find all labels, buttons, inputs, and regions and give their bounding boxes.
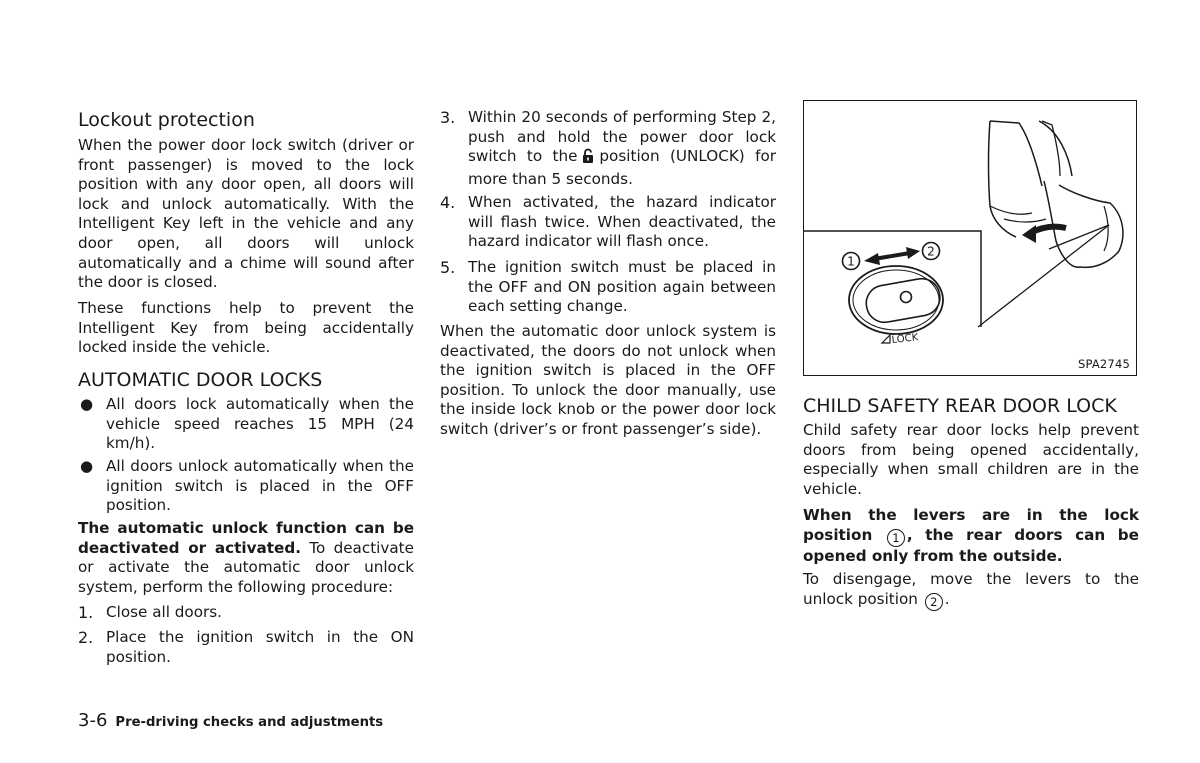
disengage-paragraph: To disengage, move the levers to the unlock position 2 .	[803, 570, 1139, 609]
bullet-item: ● All doors unlock automatically when the ignition switch is placed in the OFF position.	[80, 457, 414, 515]
lockout-heading: Lockout protection	[78, 109, 255, 131]
manual-unlock-paragraph: When the automatic door unlock system is deactivated, the doors do not unlock when the ignition switch is placed in the OFF position. To unlock the door manually, use the inside lock knob or the power door lock switch (driver’s or front passenger’s side).	[440, 322, 776, 438]
callout-2-inline: 2	[925, 593, 943, 611]
section-title: Pre-driving checks and adjustments	[115, 715, 384, 730]
callout-2: 2	[927, 244, 935, 259]
bullet-item: ● All doors lock automatically when the vehicle speed reaches 15 MPH (24 km/h).	[80, 395, 414, 453]
step-item: 5. The ignition switch must be placed in the OFF and ON position again between each setting change.	[440, 258, 776, 316]
step-item: 3. Within 20 seconds of performing Step 2, push and hold the power door lock switch to the position (UNLOCK) for more than 5 seconds.	[440, 108, 776, 188]
bullet-dot-icon: ●	[80, 457, 94, 475]
callout-1: 1	[847, 254, 855, 269]
page-number: 3-6	[78, 710, 108, 731]
child-safety-paragraph: Child safety rear door locks help prevent doors from being opened accidentally, especially when small children are in the vehicle.	[803, 421, 1139, 498]
bullet-dot-icon: ●	[80, 395, 94, 413]
step-item: 1. Close all doors.	[78, 603, 222, 622]
lockout-paragraph: When the power door lock switch (driver or front passenger) is moved to the lock position with any door open, all doors will lock and unlock automatically. With the Intelligent Key left in the vehicle and any door open, all doors will unlock automatically and a chime will sound after the door is closed.	[78, 136, 414, 292]
child-safety-heading: CHILD SAFETY REAR DOOR LOCK	[803, 395, 1117, 417]
automatic-door-locks-heading: AUTOMATIC DOOR LOCKS	[78, 369, 323, 391]
child-lock-figure	[803, 100, 1137, 376]
page-footer	[78, 710, 383, 731]
door-lock-illustration	[804, 101, 1135, 373]
unlock-icon	[581, 148, 595, 170]
callout-1-inline: 1	[887, 529, 905, 547]
levers-paragraph: When the levers are in the lock position 1 , the rear doors can be opened only from the outside.	[803, 506, 1139, 565]
lock-label: LOCK	[891, 332, 919, 346]
unlock-procedure-paragraph: The automatic unlock function can be deactivated or activated. To deactivate or activate the automatic door unlock system, perform the following procedure:	[78, 519, 414, 596]
step-item: 4. When activated, the hazard indicator will flash twice. When deactivated, the hazard indicator will flash once.	[440, 193, 776, 251]
functions-paragraph: These functions help to prevent the Intelligent Key from being accidentally locked inside the vehicle.	[78, 299, 414, 357]
step-item: 2. Place the ignition switch in the ON position.	[78, 628, 414, 666]
figure-caption: SPA2745	[1077, 357, 1130, 371]
